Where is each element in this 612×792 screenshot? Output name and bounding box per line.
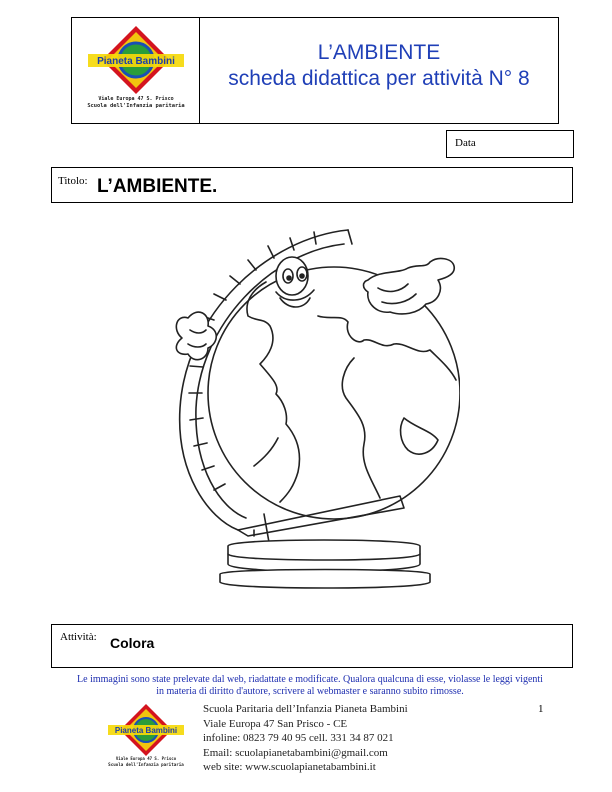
footer-logo-brand-text: Pianeta Bambini [114, 726, 178, 735]
header-title-cell [200, 18, 558, 123]
activity-field [51, 624, 573, 668]
copyright-disclaimer [30, 674, 590, 698]
footer-logo [98, 702, 194, 768]
footer-school-name: Scuola Paritaria dell’Infanzia Pianeta Bambini [203, 703, 408, 715]
logo-address-text: Viale Europa 47 S. Prisco [98, 96, 174, 102]
logo-cell [72, 18, 200, 123]
disclaimer-line-1: Le immagini sono state prelevate dal web, riadattate e modificate. Qualora qualcuna di esse, violasse le leggi vigenti [77, 674, 543, 685]
footer-email[interactable]: Email: scuolapianetabambini@gmail.com [203, 746, 388, 759]
page-subtitle: scheda didattica per attività N° 8 [228, 67, 530, 90]
footer-phone: infoline: 0823 79 40 95 cell. 331 34 87 021 [203, 732, 394, 745]
school-logo-small [98, 702, 194, 768]
activity-label: Attività: [60, 631, 97, 643]
disclaimer-line-2: in materia di diritto d'autore, scrivere al webmaster e saranno subito rimosse. [156, 686, 464, 697]
logo-subtitle-text: Scuola dell'Infanzia paritaria [87, 103, 185, 109]
footer-address: Viale Europa 47 San Prisco - CE [203, 717, 348, 730]
logo-brand-text: Pianeta Bambini [97, 56, 175, 67]
date-field[interactable] [446, 130, 574, 158]
date-label: Data [455, 137, 476, 149]
footer-contact-info [203, 702, 408, 775]
header-table [71, 17, 559, 124]
title-field [51, 167, 573, 203]
school-logo [72, 18, 200, 123]
activity-value: Colora [110, 635, 155, 651]
footer-logo-subtitle-text: Scuola dell'Infanzia paritaria [108, 762, 184, 767]
page-number: 1 [538, 703, 544, 715]
title-label: Titolo: [58, 175, 88, 187]
page-title: L’AMBIENTE [317, 41, 441, 64]
globe-icon [168, 218, 460, 593]
globe-illustration [168, 218, 460, 593]
title-value: L’AMBIENTE. [97, 176, 218, 197]
footer-logo-address-text: Viale Europa 47 S. Prisco [115, 756, 177, 761]
footer-website[interactable]: web site: www.scuolapianetabambini.it [203, 761, 376, 774]
